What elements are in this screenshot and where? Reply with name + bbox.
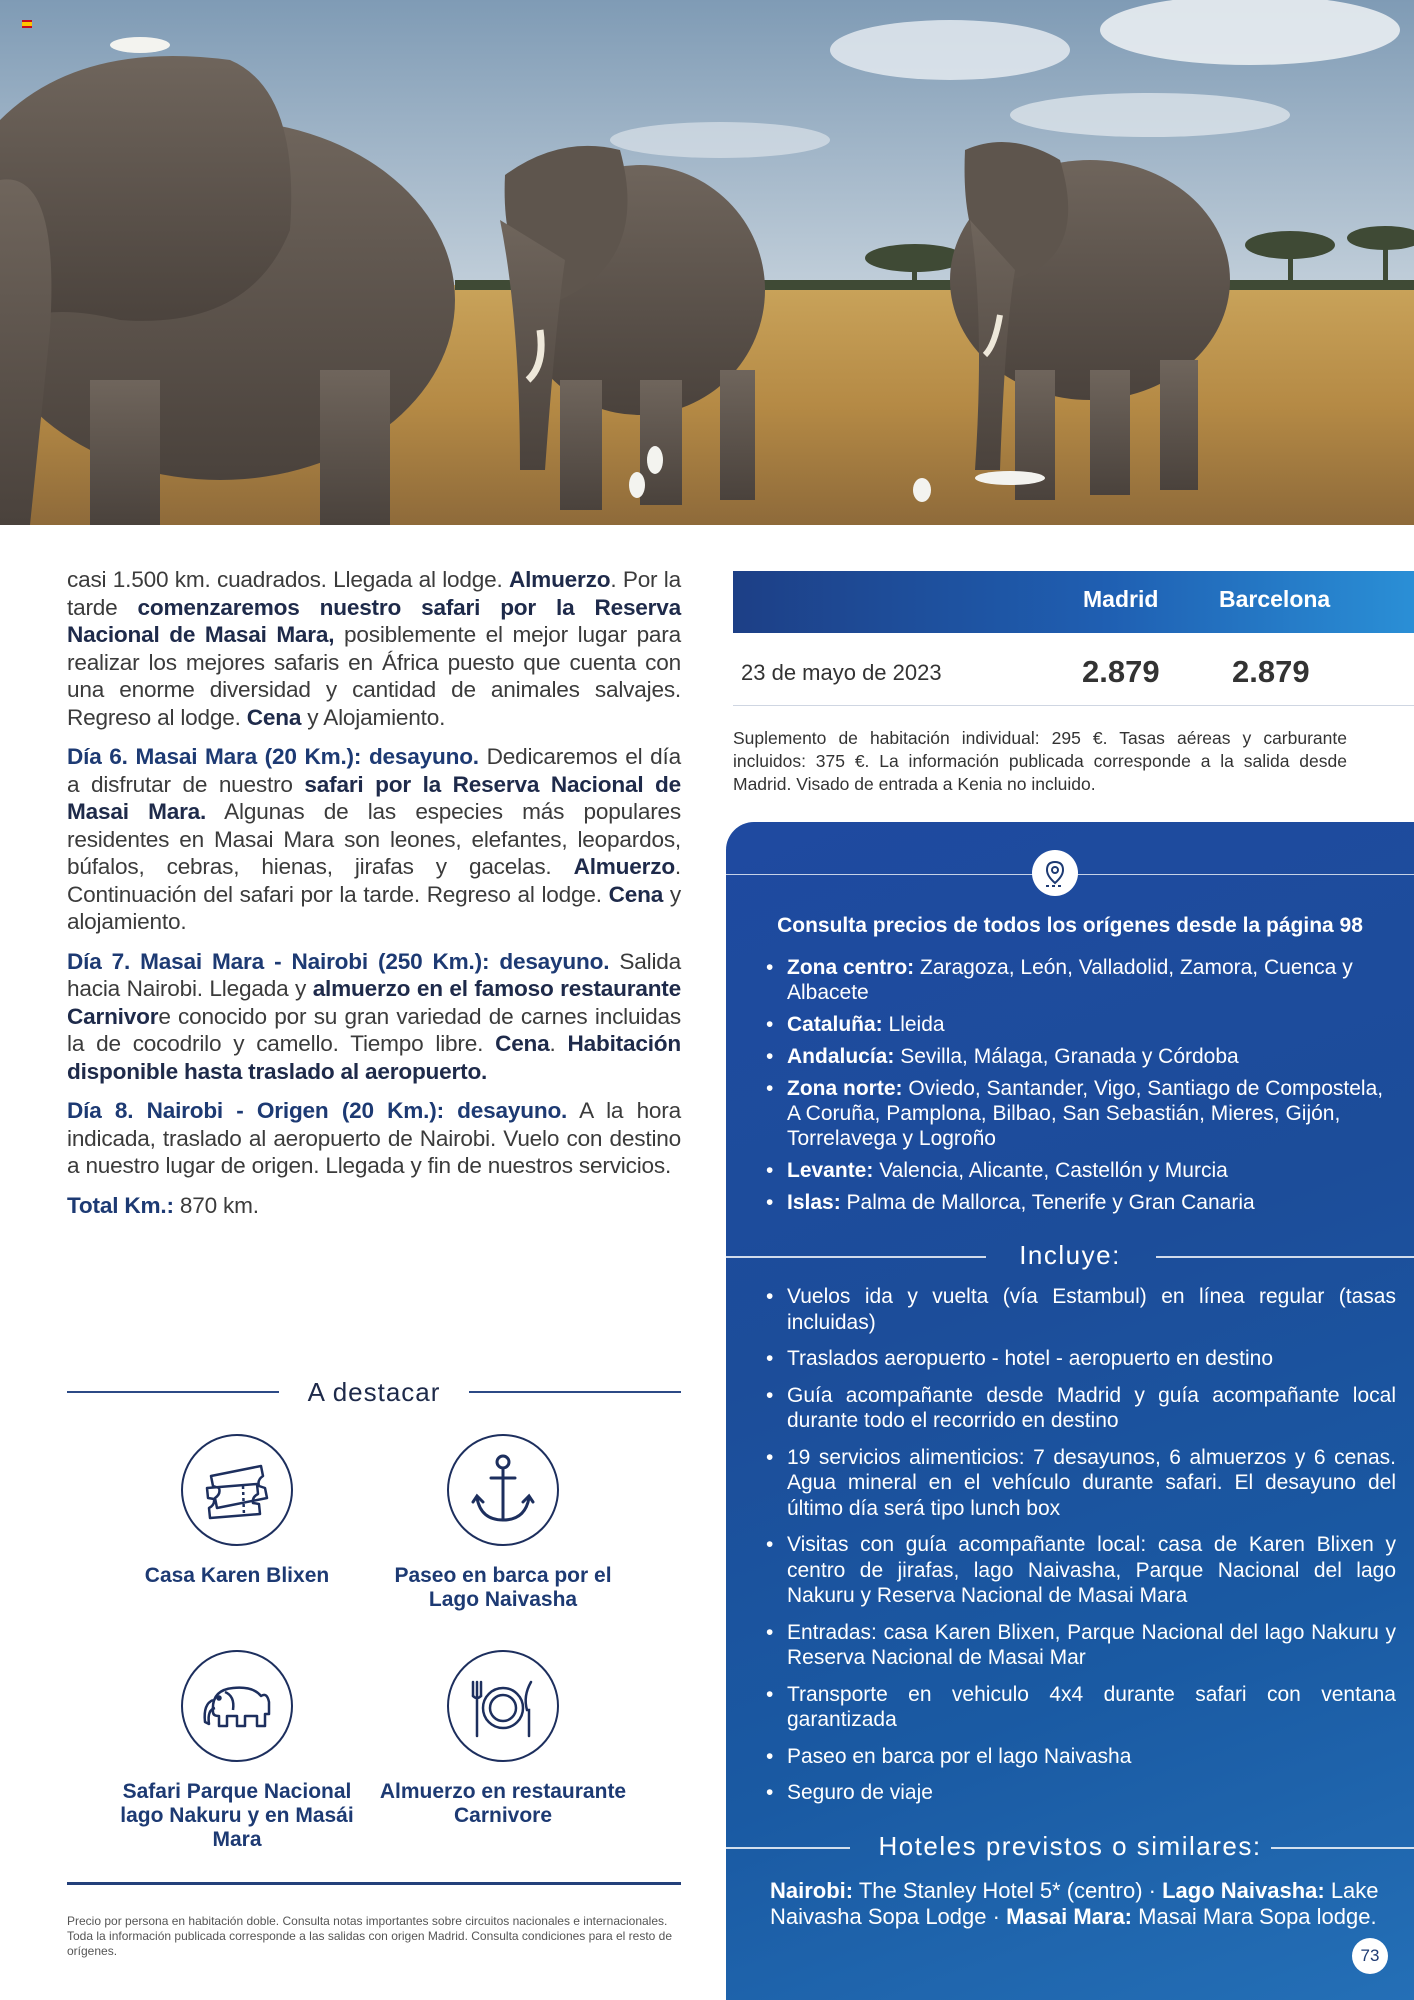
incluye-list [766,1284,1396,1817]
col-madrid: Madrid [1083,586,1159,612]
incluye-title: Incluye: [726,1242,1414,1272]
highlight-almuerzo-carnivore [378,1650,628,1828]
total-km: Total Km.: 870 km. [67,1192,259,1218]
highlight-label: Almuerzo en restaurante Carnivore [379,1780,627,1827]
itinerary-day-8: Día 8. Nairobi - Origen (20 Km.): desayuno. A la hora indicada, traslado al aeropuerto de Nairobi. Vuelo con destino a nuestro lugar de origen. Llegada y fin de nuestros servicios. [67,1098,681,1178]
list-item: • Seguro de viaje [766,1780,1396,1806]
hoteles-title: Hoteles previstos o similares: [726,1833,1414,1863]
footnote: Precio por persona en habitación doble. Consulta notas importantes sobre circuitos nacionales e internacionales. Toda la información publicada corresponde a las salidas con origen Madrid. Consulta condiciones para el resto de orígenes. [67,1914,673,1958]
list-item: • Transporte en vehiculo 4x4 durante safari con ventana garantizada [766,1682,1396,1733]
hotels-text: Nairobi: The Stanley Hotel 5* (centro) · Lago Naivasha: Lake Naivasha Sopa Lodge · Masai Mara: Masai Mara Sopa lodge. [770,1878,1379,1929]
list-item: • Vuelos ida y vuelta (vía Estambul) en línea regular (tasas incluidas) [766,1284,1396,1335]
list-item: • Levante: Valencia, Alicante, Castellón y Murcia [766,1158,1396,1183]
highlight-paseo-barca [378,1434,628,1612]
highlight-safari-nakuru [112,1650,362,1852]
divider [733,705,1414,706]
list-item: • Zona norte: Oviedo, Santander, Vigo, Santiago de Compostela, A Coruña, Pamplona, Bilbao, San Sebastián, Mieres, Gijón, Torrelavega y Logroño [766,1076,1396,1151]
highlight-label: Paseo en barca por el Lago Naivasha [394,1564,612,1611]
location-pin-icon [1032,850,1078,896]
price-row [733,650,1414,696]
price-madrid: 2.879 [1082,654,1160,689]
price-barcelona: 2.879 [1232,654,1310,689]
page-number: 73 [1352,1938,1388,1974]
ticket-icon [183,1436,291,1544]
elephant-icon [183,1652,291,1760]
spain-flag-icon [22,20,32,28]
itinerary-intro: casi 1.500 km. cuadrados. Llegada al lodge. Almuerzo. Por la tarde comenzaremos nuestro safari por la Reserva Nacional de Masai Mara, posiblemente el mejor lugar para realizar los mejores safaris en África puesto que cuenta con una enorme diversidad y cantidad de animales salvajes. Regreso al lodge. Cena y Alojamiento. [67,567,681,730]
list-item: • Visitas con guía acompañante local: casa de Karen Blixen y centro de jirafas, lago Naivasha, Parque Nacional del lago Nakuru y Reserva Nacional de Masai Mara [766,1532,1396,1609]
anchor-icon [449,1436,557,1544]
itinerary-day-7: Día 7. Masai Mara - Nairobi (250 Km.): desayuno. Salida hacia Nairobi. Llegada y almuerzo en el famoso restaurante Carnivore conocido por su gran variedad de carnes incluidas la de cocodrilo y camello. Tiempo libre. Cena. Habitación disponible hasta traslado al aeropuerto. [67,948,682,1084]
itinerary-day-6: Día 6. Masai Mara (20 Km.): desayuno. Dedicaremos el día a disfrutar de nuestro safari por la Reserva Nacional de Masai Mara. Algunas de las especies más populares residentes en Masai Mara son leones, elefantes, leopardos, búfalos, cebras, hienas, jirafas y gacelas. Almuerzo. Continuación del safari por la tarde. Regreso al lodge. Cena y alojamiento. [67,744,681,934]
list-item: • Zona centro: Zaragoza, León, Valladolid, Zamora, Cuenca y Albacete [766,955,1396,1005]
list-item: • Guía acompañante desde Madrid y guía acompañante local durante todo el recorrido en destino [766,1383,1396,1434]
list-item: • Islas: Palma de Mallorca, Tenerife y Gran Canaria [766,1190,1396,1215]
supplement-note: Suplemento de habitación individual: 295 €. Tasas aéreas y carburante incluidos: 375 €. La información publicada corresponde a la salida desde Madrid. Visado de entrada a Kenia no incluido. [733,728,1347,794]
col-barcelona: Barcelona [1219,586,1331,612]
highlights-title: A destacar [67,1378,681,1408]
hero-photo [0,0,1414,525]
itinerary-text [67,566,681,1231]
list-item: • Paseo en barca por el lago Naivasha [766,1744,1396,1770]
departure-date: 23 de mayo de 2023 [741,660,942,685]
list-item: • Andalucía: Sevilla, Málaga, Granada y Córdoba [766,1044,1396,1069]
plate-cutlery-icon [449,1652,557,1760]
list-item: • Cataluña: Lleida [766,1012,1396,1037]
list-item: • Entradas: casa Karen Blixen, Parque Nacional del lago Nakuru y Reserva Nacional de Masai Mar [766,1620,1396,1671]
highlight-label: Casa Karen Blixen [144,1564,330,1587]
list-item: • 19 servicios alimenticios: 7 desayunos, 6 almuerzos y 6 cenas. Agua mineral en el vehículo durante safari. El desayuno del último día será tipo lunch box [766,1445,1396,1522]
price-table-header [733,571,1414,633]
highlight-label: Safari Parque Nacional lago Nakuru y en Masái Mara [120,1780,354,1851]
info-panel [726,822,1414,2000]
consulta-note: Consulta precios de todos los orígenes desde la página 98 [777,914,1363,937]
highlight-casa-karen-blixen [112,1434,362,1588]
list-item: • Traslados aeropuerto - hotel - aeropuerto en destino [766,1346,1396,1372]
divider [67,1882,681,1885]
origins-list [766,955,1396,1222]
